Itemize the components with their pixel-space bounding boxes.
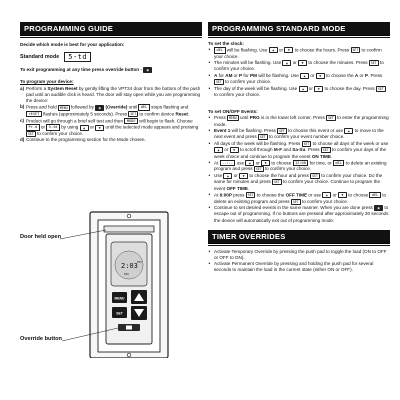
clock-list bbox=[208, 47, 390, 98]
del-display: dEL bbox=[369, 192, 381, 198]
step-a: a) Perform a System Reset by gently lifting the VPT24 door from the bottom of the push pad until an audible click is heard. The door will stay open while you are programming the device: bbox=[20, 85, 201, 104]
down-key-icon: ▼ bbox=[239, 173, 248, 179]
set-key-icon: SET bbox=[130, 112, 137, 117]
set-key-icon: SET bbox=[322, 148, 329, 153]
screw-bottom-icon bbox=[127, 353, 131, 357]
del-display: dEL bbox=[138, 104, 150, 110]
down-key-icon: ▼ bbox=[284, 47, 293, 53]
clock-item: • The day of the week will be flashing. Use ▲ or ▼ to choose the day. Press SET to confirm your choice. bbox=[208, 86, 390, 99]
clock-item: • The minutes will be flashing. Use ▲ or ▼ to choose the minutes. Press SET to confirm your choice. bbox=[208, 60, 390, 73]
menu-key-icon: MENU bbox=[59, 105, 68, 110]
up-key-icon: ▲ bbox=[223, 173, 232, 179]
set-key-icon: SET bbox=[247, 193, 254, 198]
up-key-icon: ▲ bbox=[299, 86, 308, 92]
event-item: • Press MENU until PRG is in the lower left corner. Press SET to enter the programming mode. bbox=[208, 115, 390, 128]
up-key-icon: ▲ bbox=[80, 125, 89, 131]
set-key-icon: SET bbox=[292, 199, 299, 204]
set-key-icon: SET bbox=[279, 128, 285, 133]
set-key-icon: SET bbox=[328, 116, 334, 121]
standard-mode-label: Standard mode bbox=[20, 54, 60, 61]
up-key-icon: ▲ bbox=[269, 47, 278, 53]
door-held-open-label: Door held open bbox=[20, 234, 62, 240]
override-key-icon: ▣ bbox=[95, 105, 104, 111]
time-display: 12:00 bbox=[293, 160, 309, 166]
up-key-icon: ▲ bbox=[282, 60, 291, 66]
up-key-icon: ▲ bbox=[214, 147, 223, 153]
reset-display: rESET bbox=[26, 111, 42, 117]
set-key-icon: SET bbox=[352, 48, 359, 53]
clock-item: • dEL will be flashing. Use ▲ or ▼ to choose the hours. Press SET to confirm your choice. bbox=[208, 47, 390, 60]
del-display: dEL bbox=[333, 160, 345, 166]
event-item: • Event 1 will be flashing. Press SET to choose this event or use ▲ to move to the next event and press SET to confirm your event number choice. bbox=[208, 128, 390, 141]
decide-text: Decide which mode is best for your application: bbox=[20, 42, 125, 47]
device-illustration bbox=[20, 208, 202, 358]
up-key-icon: ▲ bbox=[322, 192, 331, 198]
screw-top-icon bbox=[127, 214, 131, 218]
standard-mode-small-display: 5-td bbox=[46, 124, 60, 130]
event-item: • At 6:00P press SET to choose the OFF TIME or use ▲ or ▼ to choose dEL to delete an existing program and press SET to confirm your choice. bbox=[208, 192, 390, 205]
down-key-icon: ▼ bbox=[95, 125, 104, 131]
menu-key-icon: MENU bbox=[229, 116, 237, 121]
standard-mode-row bbox=[20, 52, 202, 62]
down-key-icon: ▼ bbox=[298, 60, 307, 66]
timer-overrides-header: TIMER OVERRIDES bbox=[208, 230, 390, 244]
lcd-suffix: PM bbox=[137, 260, 142, 264]
set-key-icon: SET bbox=[255, 167, 262, 172]
down-key-icon: ▼ bbox=[230, 147, 239, 153]
set-key-icon: SET bbox=[28, 131, 34, 136]
menu-button-label: MENU bbox=[114, 296, 125, 301]
door bbox=[104, 226, 154, 232]
set-key-icon: SET bbox=[273, 180, 280, 185]
down-key-icon: ▼ bbox=[261, 160, 270, 166]
override-key-icon: ▣ bbox=[374, 205, 383, 211]
set-key-icon: SET bbox=[216, 80, 222, 85]
right-column bbox=[208, 22, 390, 274]
step-d: d) Continue to the programming section for the Mode chosen. bbox=[20, 137, 146, 143]
up-key-icon: ▲ bbox=[245, 160, 254, 166]
event-item: • At --:-- use ▲ or ▼ to choose 12:00 for time, or dEL to delete an existing program and press SET to confirm your choice. bbox=[208, 160, 390, 173]
lcd-day: MO bbox=[124, 272, 129, 276]
mode-display: MODE bbox=[124, 118, 138, 124]
override-key-icon: ▣ bbox=[143, 67, 152, 73]
overrides-list bbox=[208, 249, 390, 274]
step-c: c) Product will go through a brief self test and then MODE will begin to flash. Choose Pr-d or 5-td by using ▲ or ▼ until the selected mode appears and pressing SET to confirm your choice. bbox=[20, 117, 199, 137]
set-key-icon: SET bbox=[303, 141, 310, 146]
set-key-icon: SET bbox=[312, 173, 318, 178]
left-column bbox=[20, 22, 202, 342]
clock-heading: To set the clock: bbox=[208, 41, 244, 46]
override-item: • Activate Temporary Override by pressing the push pad to toggle the load (ON to OFF or OFF to ON). bbox=[208, 249, 390, 261]
event-item: • Use ▲ or ▼ to choose the hour and press SET to confirm your choice. Do the same for minutes and press SET to confirm your choice. Continue to program the event OFF TIME. bbox=[208, 173, 390, 192]
clock-item: • A for AM or P for PM will be flashing. Use ▲ or ▼ to choose the A or P. Press SET to confirm your choice. bbox=[208, 73, 390, 86]
events-list bbox=[208, 115, 390, 223]
down-key-icon: ▼ bbox=[316, 73, 325, 79]
programming-guide-header: PROGRAMMING GUIDE bbox=[20, 22, 202, 36]
events-heading: To set ON/OFF Events: bbox=[208, 109, 258, 115]
lcd-time: 2:03 bbox=[121, 262, 138, 270]
blank-time-display: --:-- bbox=[220, 160, 236, 166]
event-item: • Continue to set desired events in the same manner. When you are done press ▣ to escape out of programming. If no buttons are pressed after approximately 30 seconds the device will automatically exit out of programming mode. bbox=[208, 205, 390, 224]
set-button-label: SET bbox=[116, 311, 123, 316]
step-b: b) Press and hold MENU followed by ▣ (Override) until dEL stops flashing and rESET flashes (approximately 5 seconds). Press SET to confirm device Reset. bbox=[20, 104, 190, 117]
exit-text: To exit programming at any time press override button - ▣ bbox=[20, 67, 202, 73]
preset-mode-display: Pr-d bbox=[26, 124, 40, 130]
event-item: • All days of the week will be flashing. Press SET to choose all days of the week or use ▲ or ▼ to scroll through M-F and Sa-Su. Press SET to confirm your days of the week choice and continue to program the event ON TIME. bbox=[208, 141, 390, 160]
set-key-icon: SET bbox=[259, 135, 266, 140]
set-key-icon: SET bbox=[370, 61, 377, 66]
down-key-icon: ▼ bbox=[338, 192, 347, 198]
override-button-label: Override button bbox=[20, 336, 62, 342]
standard-mode-header: PROGRAMMING STANDARD MODE bbox=[208, 22, 390, 36]
override-item: • Activate Permanent Override by pressing and holding the push pad for several seconds to maintain the load in the current state (either ON or OFF). bbox=[208, 261, 390, 273]
program-heading: To program your device: bbox=[20, 78, 74, 84]
hours-display: dEL bbox=[214, 47, 226, 53]
up-key-icon: ▲ bbox=[344, 128, 353, 134]
down-key-icon: ▼ bbox=[314, 86, 323, 92]
set-key-icon: SET bbox=[377, 86, 384, 91]
standard-mode-display: 5-td bbox=[64, 52, 91, 62]
override-symbol-icon bbox=[126, 326, 132, 330]
up-key-icon: ▲ bbox=[300, 73, 309, 79]
